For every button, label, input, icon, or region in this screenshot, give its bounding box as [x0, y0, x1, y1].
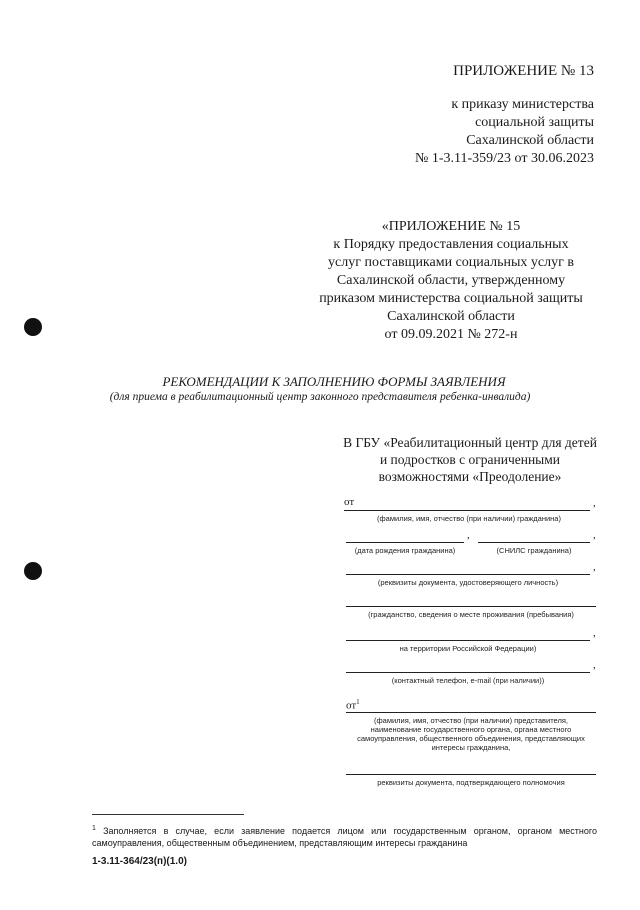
- comma: ,: [593, 529, 596, 541]
- document-subtitle: (для приема в реабилитационный центр законного представителя ребенка-инвалида): [109, 391, 531, 403]
- addressee-line: и подростков с ограниченными: [379, 452, 561, 467]
- addressee-line: возможностями «Преодоление»: [378, 469, 562, 484]
- comma: ,: [593, 659, 596, 671]
- order-line: Сахалинской области: [466, 133, 594, 148]
- citizenship-caption: (гражданство, сведения о месте проживания (пребывания): [368, 610, 574, 619]
- representative-field[interactable]: [346, 712, 596, 713]
- fio-caption: (фамилия, имя, отчество (при наличии) гражданина): [377, 514, 561, 523]
- footnote-divider: [92, 814, 244, 815]
- quoted-appendix: [298, 218, 604, 344]
- fio-field[interactable]: [344, 510, 590, 511]
- order-line: № 1-3.11-359/23 от 30.06.2023: [415, 151, 594, 166]
- footnote: $^1$ Заполняется в случае, если заявление подается лицом или государственным органом, органом местного самоуправления, общественным объединением, представляющим интересы гражданина: [92, 825, 597, 848]
- birth-date-caption: (дата рождения гражданина): [354, 546, 456, 555]
- quote-line: приказом министерства социальной защиты: [319, 291, 583, 306]
- authority-document-field[interactable]: [346, 774, 596, 775]
- punch-hole-top: [24, 318, 42, 336]
- appendix-title: ПРИЛОЖЕНИЕ № 13: [453, 63, 594, 79]
- addressee-line: В ГБУ «Реабилитационный центр для детей: [343, 435, 597, 450]
- order-line: к приказу министерства: [451, 97, 594, 112]
- footnote-ref: 1: [356, 698, 360, 706]
- from-label: от: [344, 496, 355, 508]
- order-reference: [415, 96, 594, 168]
- comma: ,: [593, 627, 596, 639]
- contact-field[interactable]: [346, 672, 590, 673]
- representative-caption: (фамилия, имя, отчество (при наличии) представителя, наименование государственного органа, органа местного самоуправления, общественного объединения, представляющих интересы гражданина,: [357, 716, 585, 752]
- quote-line: к Порядку предоставления социальных: [333, 237, 569, 252]
- contact-caption: (контактный телефон, e-mail (при наличии)): [391, 676, 545, 685]
- territory-caption: на территории Российской Федерации): [399, 644, 537, 653]
- birth-date-field[interactable]: [346, 542, 464, 543]
- citizenship-field[interactable]: [346, 606, 596, 607]
- addressee-block: [330, 434, 610, 485]
- punch-hole-bottom: [24, 562, 42, 580]
- id-document-field[interactable]: [346, 574, 590, 575]
- footnote-marker: 1: [92, 825, 96, 832]
- comma: ,: [593, 497, 596, 509]
- residence-field[interactable]: [346, 640, 590, 641]
- quote-line: услуг поставщиками социальных услуг в: [328, 255, 574, 270]
- snils-caption: (СНИЛС гражданина): [496, 546, 572, 555]
- quote-line: «ПРИЛОЖЕНИЕ № 15: [381, 219, 521, 234]
- authority-document-caption: реквизиты документа, подтверждающего полномочия: [377, 778, 565, 787]
- quote-line: Сахалинской области: [387, 309, 515, 324]
- snils-field[interactable]: [478, 542, 590, 543]
- order-line: социальной защиты: [475, 115, 594, 130]
- quote-line: от 09.09.2021 № 272-н: [384, 327, 518, 342]
- comma: ,: [593, 561, 596, 573]
- quote-line: Сахалинской области, утвержденному: [336, 273, 566, 288]
- rep-from-label: $от^1$: [346, 698, 360, 712]
- id-document-caption: (реквизиты документа, удостоверяющего личность): [377, 578, 559, 587]
- comma: ,: [467, 529, 470, 541]
- document-title: РЕКОМЕНДАЦИИ К ЗАПОЛНЕНИЮ ФОРМЫ ЗАЯВЛЕНИЯ: [162, 374, 506, 389]
- document-code: 1-3.11-364/23(п)(1.0): [92, 856, 187, 867]
